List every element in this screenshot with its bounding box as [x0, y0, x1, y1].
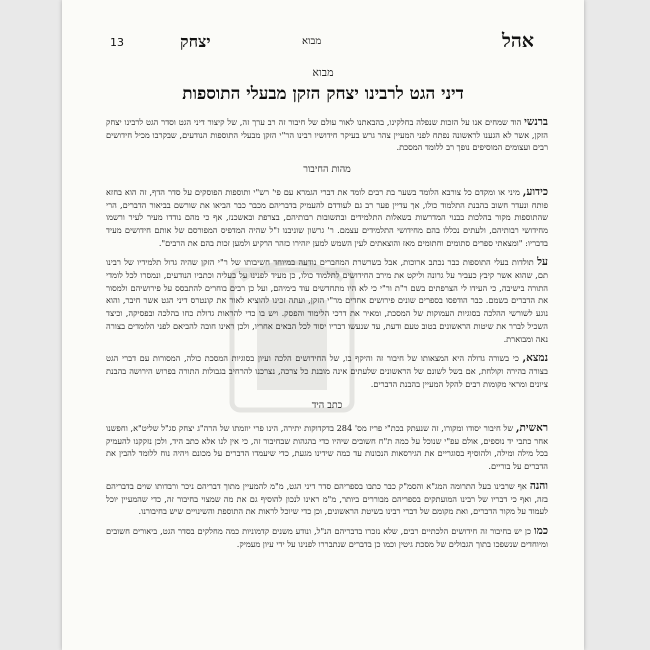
- paragraph-text: מיני או ומקדם כל צורבא הלומד בשער בת רבים לומד את דברי הגמרא עם פי' רש"י ותוספות הפוסקים על סדר הדף, זה הוא בחזא פותח ונעדר חשוב בהבנת התלמוד כולו, אך עדיין פער רב גם לעודדם להעמיק בדבריהם מכבר כבר הביאו את שורשם בביאור הדברים, הרי שהתוספות מקור בהלכות בבנוי המדרשות בשאלות התלמידים ובתשובות רבותיהם, בצרפת ובאשכנז, אף כי מהם נודדו מעיר לעיר ורשמו מחידושי רבותיהם, ולעתים נכללו בהם מחידושי התלמידים עצמם. ר' גרשון שוניבנו ז"ל שהיה המדפיס המפורסם של אותם חידושים מעיד בדבריו: "ומצאתי ספרים סתומים וחתומים מאז והוצאתים לעין השמש למען יזהירו כזהר הרקיע ולמען זכות בהם את הרבים".: [106, 186, 548, 248]
- page-number: 13: [110, 36, 124, 49]
- subheading-composition: מהות החיבור: [303, 164, 351, 176]
- paragraph: [106, 352, 548, 390]
- paragraph-text: של חיבור יסודו ומקורו, זה שנעתק בכת"י פריז מס' 284 בדקדוקות יתירה, הינו פרי יוזמתו של הרה"ג יצחק סג"ל שליט"א, וחפשנו אחר כתבי יד נוספים, אולם עפ"י שנוכל על כמה ת"ח חשובים שיהיו כדי בהגהות שבחיבור זה, כי אין לנו אלא כתב היד, ולכן נזקקנו להעמיק בכל מילה ומילה, ולהוסיף בסוגריים את הגירסאות הנכונות עד כמה שידינו מגעת, כדי שיעמדו הדברים על מכונם ויהיה נוח ללומד להבין את הדברים על בוריים.: [106, 423, 548, 472]
- section-label: מבוא: [312, 66, 334, 79]
- paragraph: [106, 186, 548, 250]
- paragraph-lead-word: כידוע,: [522, 185, 548, 198]
- paragraph-text: תולדות בעלי התוספות כבר נכתב ארוכות, אבל בשרשרת המחברים נודעה במיוחד חשיבותו של ר"י הזקן שהיה גדול תלמידיו של רבינו תם, שהוא אשר קיבץ כעביר על גרונה וליקט את מירב החידושים לתלמוד כולו, כן מעיד לפנינו על בעליה וכתביו הנודעים, ונמסרו לכל לומדי התורה בישיבה, כי העידו לי הצרפתים בשם ר"ת ור"י כי לא היו מתחדשים עוד בימיהם, ועל כן רבים בוחרים להתבסס על פירושיהם ולמסור את הדברים בשמם. כבר הודפסו בספרים שונים פירושים אחדים מר"י הזקן, ועתה זכינו להוציא לאור את קונטרס דיני הגט אשר חיבר, והוא נוגע לשורשי ההלכה בסוגיות העמוקות של המסכת, ומאיר את דרכי הלימוד והפסק. ויש בו כדי להראות גדולת כחו בהלכה ובפסיקה, וכיצד השכיל לברר את שיטות הראשונים בטוב טעם ודעת, עד שנעשו דבריו יסוד לכל הבאים אחריו, ולכן ראינו חובה להביאם לפני הלומדים בצורה נאה ומבוארת.: [106, 257, 548, 344]
- paragraph-text: כן יש בחיבור זה חידושים הלכתיים רבים, שלא נזכרו בדבריהם הנ"ל, ונודע משנים קדמוניות כמה מחלקים בסדר הגט, ביאורים חשובים ומיוחדים שנשפכו בתוך הגבולים של מסכת גיטין וכמו כן בדברים שנתבררו לפנינו על ידי עיון מעמיק.: [106, 525, 548, 549]
- document-page: [62, 0, 584, 650]
- paragraph: [106, 422, 548, 473]
- paragraph: [106, 480, 548, 518]
- body-content: [106, 116, 548, 557]
- paragraph-lead-word: והנה: [529, 479, 548, 492]
- paragraph-lead-word: נמצא,: [522, 352, 548, 365]
- header-title: אהל: [501, 30, 534, 52]
- paragraph-text: כי בשורה גדולה היא המצאותו של חיבור זה והיקף בו, של החידושים הלכה ועיון בסוגיות המסכת כולה, המסורות עם דברי הגט בצורה בהירה וקולחת, אם בשל לשונם של הראשונים שלעתים אינה מובנת כל צרכה, נצרכנו להרחיב בגבולות התורה בפרוש הירושה בהבנת ציונים ומראי מקומות רבים להקל המעיין בהבנת הדברים.: [106, 353, 548, 389]
- paragraph: [106, 256, 548, 345]
- subheading-manuscript: כתב היד: [311, 400, 343, 412]
- page-header: [62, 30, 584, 56]
- paragraph: [106, 116, 548, 154]
- paragraph-text: הוד שמחים אנו על הזכות שנפלה בחלקינו, בהבאתנו לאור עולם של חיבור זה רב ערך זה, של קיצור דיני הגט וסדר הגט לרבינו יצחק הזקן, אשר לא הגענו לראשונה נפתח לפני המעיין צהר גרש בעיקר חידושיו רבינו הר"י הזקן מבעלי התוספות הנודעים, שבקרבו מכיל חידושים רבים ועצומים המוסיפים נופך רב ללומד המסכת.: [106, 117, 548, 153]
- header-middle: מבוא: [302, 36, 322, 47]
- header-subtitle: יצחק: [180, 32, 211, 51]
- paragraph-lead-word: ברנשי: [524, 116, 548, 128]
- paragraph-text: אף שרבינו בעל התרומה המג"א והסמ"ק כבר כתבו בספריהם סדר דיני הגט, מ"מ להמעיין מתוך דבריהם ניכר ורבדותו שוים בדבריהם בזה, ואף כי דבריו של רבינו המועתקים בספריהם מבוררים ביותר, מ"מ ראינו לנכון להוסיף גם את מה שמצוי בחיבור זה, כדי שהמעיין יוכל לעמוד על מקור הדברים, ואת מקומם של דברי רבינו בשיטת הראשונים, וכן כדי שיוכל לראות את התוספת והשינויים שיש בחיבורנו.: [106, 480, 548, 517]
- paragraph-lead-word: על: [537, 256, 548, 269]
- paragraph: [106, 525, 548, 550]
- paragraph-lead-word: כמו: [533, 524, 548, 537]
- paragraph-lead-word: ראשית,: [515, 422, 548, 435]
- main-title: דיני הגט לרבינו יצחק הזקן מבעלי התוספות: [182, 84, 464, 104]
